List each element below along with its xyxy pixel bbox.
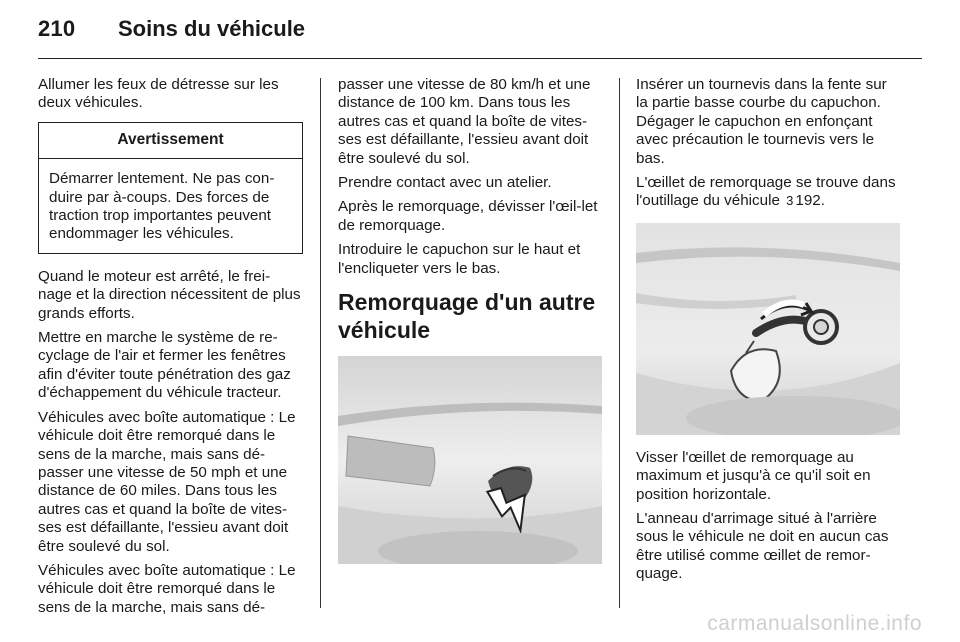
header-rule — [38, 58, 922, 59]
paragraph: Allumer les feux de détresse sur les deux véhicules. — [38, 76, 279, 112]
figure-towing-eye — [636, 223, 900, 435]
figure-bumper-cap — [338, 356, 602, 564]
towing-eye-illustration — [636, 223, 900, 435]
paragraph-text: L'œillet de remorquage se trouve dans l'outillage du véhicule — [636, 174, 896, 210]
paragraph: Insérer un tournevis dans la fente sur la partie basse courbe du capuchon. Dégager le capuchon en enfonçant avec précaution le tournevis vers le bas. — [636, 76, 887, 167]
warning-box — [38, 122, 303, 254]
xref-page-link[interactable]: 192. — [795, 192, 825, 210]
paragraph: Véhicules avec boîte automatique : Le véhicule doit être remorqué dans le sens de la marche, mais sans dé- — [38, 561, 296, 616]
xref-arrow-icon: 3 — [786, 193, 794, 209]
column-divider-2 — [619, 78, 620, 608]
paragraph-with-xref — [636, 174, 902, 211]
paragraph: Prendre contact avec un atelier. — [338, 174, 552, 192]
paragraph: passer une vitesse de 80 km/h et une distance de 100 km. Dans tous les autres cas et quand la boîte de vites-ses est défaillante, l'essieu avant doit être soulevé du sol. — [338, 76, 591, 167]
warning-title: Avertissement — [39, 123, 302, 159]
column-2 — [338, 76, 604, 564]
paragraph: Après le remorquage, dévisser l'œil-let de remorquage. — [338, 198, 598, 234]
warning-text: Démarrer lentement. Ne pas con-duire par à-coups. Des forces de traction trop importantes peuvent endommager les véhicules. — [49, 170, 275, 243]
paragraph: L'anneau d'arrimage situé à l'arrière sous le véhicule ne doit en aucun cas être utilisé comme œillet de remor-quage. — [636, 510, 889, 583]
page-title: Soins du véhicule — [118, 16, 306, 41]
paragraph: Mettre en marche le système de re-cyclage de l'air et fermer les fenêtres afin d'éviter toute pénétration des gaz d'échappement du véhicule tracteur. — [38, 329, 291, 402]
column-1 — [38, 76, 303, 623]
column-divider-1 — [320, 78, 321, 608]
column-3 — [636, 76, 902, 590]
watermark: carmanualsonline.info — [707, 612, 922, 635]
section-heading: Remorquage d'un autre véhicule — [338, 289, 596, 344]
paragraph: Quand le moteur est arrêté, le frei-nage et la direction nécessitent de plus grands efforts. — [38, 267, 301, 322]
page-number: 210 — [38, 16, 76, 41]
paragraph: Véhicules avec boîte automatique : Le véhicule doit être remorqué dans le sens de la marche, mais sans dé-passer une vitesse de 50 mph et une distance de 60 miles. Dans tous les autres cas et quand la boîte de vites-ses est défaillante, l'essieu avant doit être soulevé du sol. — [38, 408, 296, 555]
paragraph: Introduire le capuchon sur le haut et l'encliqueter vers le bas. — [338, 241, 581, 277]
bumper-cap-illustration — [338, 356, 602, 564]
paragraph: Visser l'œillet de remorquage au maximum et jusqu'à ce qu'il soit en position horizontale. — [636, 448, 871, 503]
